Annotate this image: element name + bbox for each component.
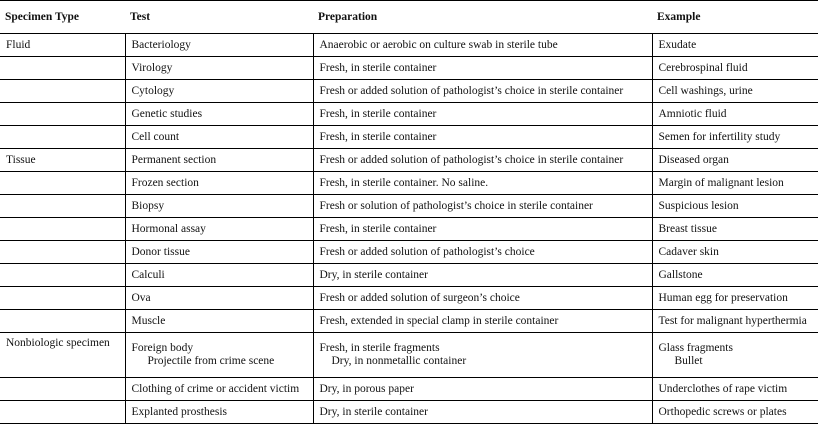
cell-preparation-secondary: Dry, in nonmetallic container [331,355,467,367]
cell-preparation: Fresh or added solution of surgeon’s choice [313,287,652,310]
cell-specimen-type [0,287,125,310]
table-row [0,149,818,172]
cell-example: Orthopedic screws or plates [652,401,818,424]
cell-specimen-type [0,126,125,149]
cell-preparation: Fresh or added solution of pathologist’s choice in sterile container [313,149,652,172]
cell-test: Genetic studies [125,103,313,126]
cell-preparation: Dry, in porous paper [313,378,652,401]
cell-specimen-type [0,241,125,264]
cell-preparation: Fresh, extended in special clamp in sterile container [313,310,652,333]
cell-specimen-type [0,378,125,401]
cell-test: Virology [125,57,313,80]
table-row [0,57,818,80]
cell-example: Breast tissue [652,218,818,241]
cell-example: Cell washings, urine [652,80,818,103]
cell-test: Frozen section [125,172,313,195]
cell-preparation: Fresh, in sterile container. No saline. [313,172,652,195]
cell-specimen-type: Nonbiologic specimen [0,333,125,378]
header-test: Test [125,1,313,34]
cell-specimen-type [0,218,125,241]
cell-test: Clothing of crime or accident victim [125,378,313,401]
cell-test: Cytology [125,80,313,103]
table-row [0,172,818,195]
cell-test: Cell count [125,126,313,149]
cell-test: Muscle [125,310,313,333]
cell-preparation: Fresh or added solution of pathologist’s choice [313,241,652,264]
cell-specimen-type [0,103,125,126]
cell-preparation: Fresh, in sterile container [313,57,652,80]
header-preparation: Preparation [313,1,652,34]
cell-example: Exudate [652,34,818,57]
cell-test-secondary: Projectile from crime scene [147,355,275,367]
table-row [0,195,818,218]
cell-example-primary: Glass fragments [658,342,733,354]
cell-test: Ova [125,287,313,310]
cell-specimen-type [0,80,125,103]
cell-example: Underclothes of rape victim [652,378,818,401]
cell-specimen-type [0,195,125,218]
cell-preparation [313,333,652,378]
cell-test: Calculi [125,264,313,287]
cell-preparation: Fresh, in sterile container [313,126,652,149]
table-row [0,241,818,264]
table-row [0,401,818,424]
cell-specimen-type: Fluid [0,34,125,57]
cell-example: Gallstone [652,264,818,287]
cell-preparation-primary: Fresh, in sterile fragments [319,342,440,354]
table-body [0,34,818,424]
table-row [0,80,818,103]
cell-specimen-type [0,57,125,80]
cell-preparation: Dry, in sterile container [313,264,652,287]
cell-preparation: Fresh or added solution of pathologist’s choice in sterile container [313,80,652,103]
cell-preparation: Fresh, in sterile container [313,218,652,241]
cell-test: Donor tissue [125,241,313,264]
header-specimen-type: Specimen Type [0,1,125,34]
cell-example: Diseased organ [652,149,818,172]
cell-example-secondary: Bullet [674,355,703,367]
cell-example: Suspicious lesion [652,195,818,218]
cell-example: Cadaver skin [652,241,818,264]
cell-example: Semen for infertility study [652,126,818,149]
header-row [0,1,818,34]
cell-test-primary: Foreign body [131,342,194,354]
cell-test: Permanent section [125,149,313,172]
cell-specimen-type [0,172,125,195]
cell-example [652,333,818,378]
cell-test: Bacteriology [125,34,313,57]
table-row [0,287,818,310]
cell-preparation: Anaerobic or aerobic on culture swab in sterile tube [313,34,652,57]
table-row [0,103,818,126]
table-row [0,34,818,57]
table-row [0,333,818,378]
cell-test: Biopsy [125,195,313,218]
cell-test: Explanted prosthesis [125,401,313,424]
cell-example: Test for malignant hyperthermia [652,310,818,333]
cell-preparation: Dry, in sterile container [313,401,652,424]
table-row [0,264,818,287]
cell-example: Amniotic fluid [652,103,818,126]
table-row [0,378,818,401]
cell-specimen-type [0,264,125,287]
table-row [0,218,818,241]
cell-preparation: Fresh or solution of pathologist’s choice in sterile container [313,195,652,218]
cell-example: Human egg for preservation [652,287,818,310]
cell-test [125,333,313,378]
table-row [0,126,818,149]
cell-specimen-type: Tissue [0,149,125,172]
cell-test: Hormonal assay [125,218,313,241]
table-row [0,310,818,333]
header-example: Example [652,1,818,34]
cell-example: Cerebrospinal fluid [652,57,818,80]
cell-preparation: Fresh, in sterile container [313,103,652,126]
cell-specimen-type [0,401,125,424]
cell-specimen-type [0,310,125,333]
cell-example: Margin of malignant lesion [652,172,818,195]
